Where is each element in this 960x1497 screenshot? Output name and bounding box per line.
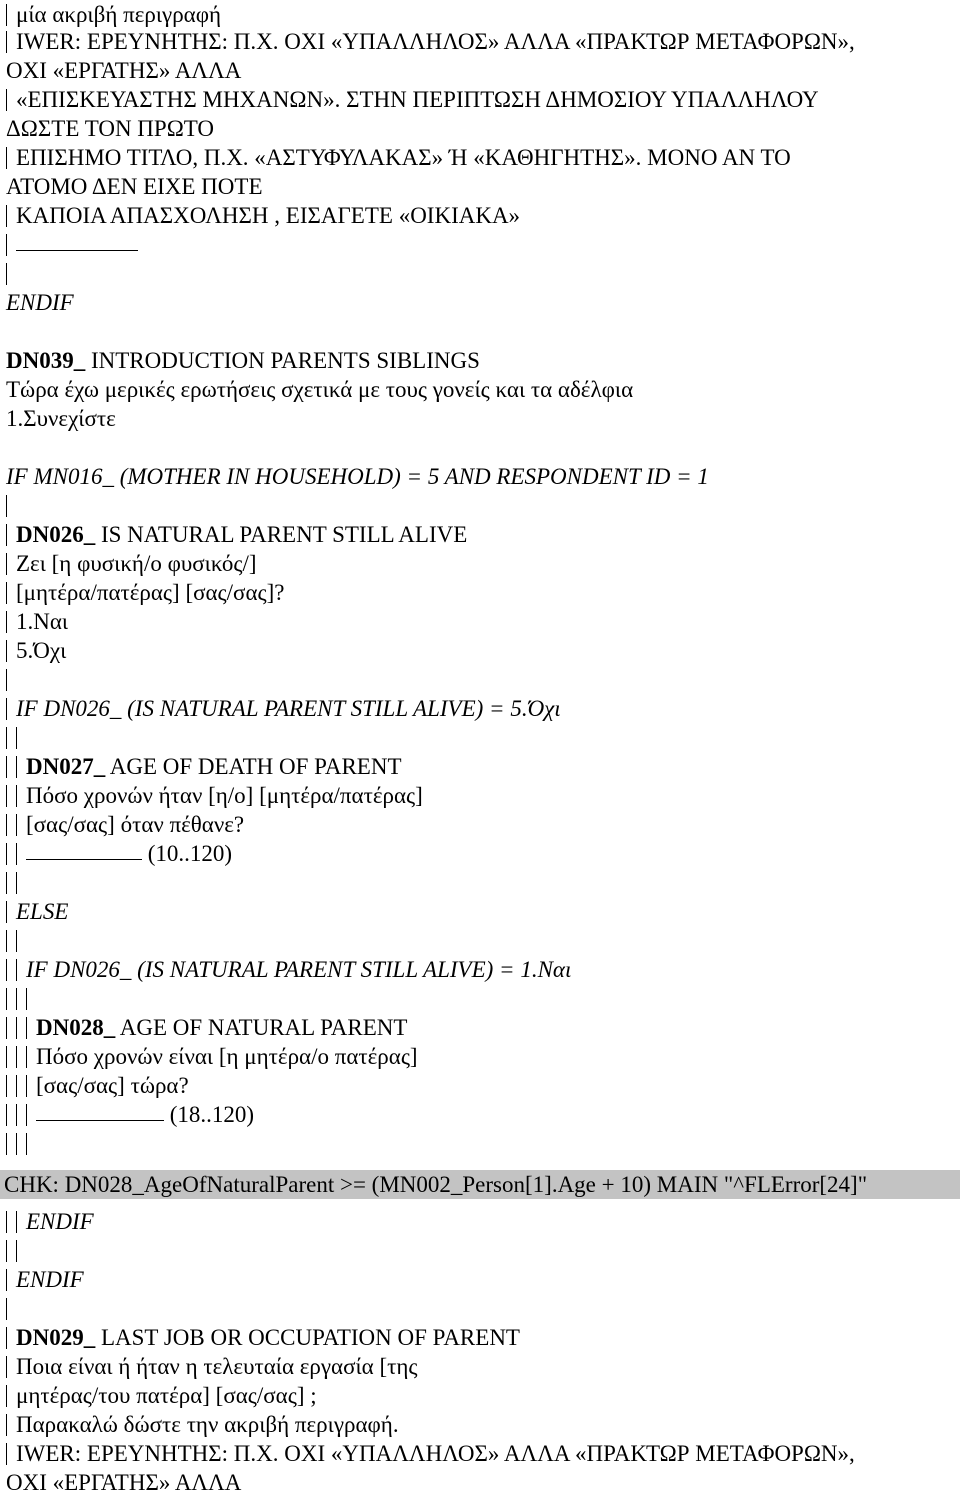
question-header — [6, 520, 467, 549]
if-condition — [6, 694, 561, 723]
question-code: DN039_ — [6, 348, 86, 373]
question-code: DN028_ — [36, 1015, 116, 1040]
answer-range — [6, 1100, 254, 1129]
question-code: DN027_ — [26, 754, 106, 779]
endif-text: ENDIF — [6, 290, 74, 315]
line-text: [σας/σας] όταν πέθανε? — [26, 812, 245, 837]
empty-line — [6, 723, 26, 752]
line-text: ΚΑΠΟΙΑ ΑΠΑΣΧΟΛΗΣΗ , ΕΙΣΑΓΕΤΕ «ΟΙΚΙΑΚΑ» — [16, 203, 521, 228]
if-condition — [6, 955, 571, 984]
question-header — [6, 752, 402, 781]
line-text: 1.Συνεχίστε — [6, 406, 116, 431]
question-text — [6, 1042, 418, 1071]
question-name: AGE OF NATURAL PARENT — [119, 1015, 408, 1040]
text-line — [6, 143, 791, 172]
text-line — [6, 172, 263, 201]
question-name: AGE OF DEATH OF PARENT — [109, 754, 402, 779]
empty-line — [6, 259, 16, 288]
question-text — [6, 1410, 399, 1439]
text-line — [6, 56, 241, 85]
line-text: «ΕΠΙΣΚΕΥΑΣΤΗΣ ΜΗΧΑΝΩΝ». ΣΤΗΝ ΠΕΡΙΠΤΩΣΗ ΔΗΜΟΣΙΟΥ ΥΠΑΛΛΗΛΟΥ — [16, 87, 819, 112]
empty-line — [6, 926, 26, 955]
text-line — [6, 114, 214, 143]
line-text: ΑΤΟΜΟ ΔΕΝ ΕΙΧΕ ΠΟΤΕ — [6, 174, 263, 199]
line-text: Τώρα έχω μερικές ερωτήσεις σχετικά με τους γονείς και τα αδέλφια — [6, 377, 634, 402]
line-text: Πόσο χρονών ήταν [η/ο] [μητέρα/πατέρας] — [26, 783, 423, 808]
line-text: 5.Όχι — [16, 638, 67, 663]
line-text: (10..120) — [147, 841, 233, 866]
answer-option — [6, 607, 68, 636]
line-text: μία ακριβή περιγραφή — [16, 2, 222, 27]
endif-line — [6, 1265, 84, 1294]
answer-blank — [16, 230, 138, 251]
line-text: ΕΠΙΣΗΜΟ ΤΙΤΛΟ, Π.Χ. «ΑΣΤΥΦΥΛΑΚΑΣ» Ή «ΚΑΘΗΓΗΤΗΣ». ΜΟΝΟ ΑΝ ΤΟ — [16, 145, 791, 170]
text-line — [6, 1468, 241, 1497]
endif-line — [6, 288, 74, 317]
line-text: μητέρας/του πατέρα] [σας/σας] ; — [16, 1383, 317, 1408]
line-text: IF DN026_ (IS NATURAL PARENT STILL ALIVE) = 1.Ναι — [26, 957, 572, 982]
line-text: ENDIF — [26, 1209, 94, 1234]
question-text — [6, 1071, 189, 1100]
question-text — [6, 781, 423, 810]
question-name: IS NATURAL PARENT STILL ALIVE — [100, 522, 468, 547]
check-statement — [0, 1170, 960, 1199]
question-text — [6, 578, 284, 607]
endif-line — [6, 1207, 94, 1236]
line-text: Ζει [η φυσική/ο φυσικός/] — [16, 551, 257, 576]
answer-option — [6, 404, 116, 433]
question-text — [6, 1381, 317, 1410]
question-header — [6, 1323, 520, 1352]
question-name: INTRODUCTION PARENTS SIBLINGS — [90, 348, 480, 373]
line-text: ELSE — [16, 899, 69, 924]
question-name: LAST JOB OR OCCUPATION OF PARENT — [100, 1325, 520, 1350]
line-text: (18..120) — [169, 1102, 255, 1127]
else-line — [6, 897, 68, 926]
line-text: IF DN026_ (IS NATURAL PARENT STILL ALIVE) = 5.Όχι — [16, 696, 561, 721]
empty-line — [6, 1294, 16, 1323]
empty-line — [6, 984, 36, 1013]
line-text: [σας/σας] τώρα? — [36, 1073, 189, 1098]
line-text: 1.Ναι — [16, 609, 69, 634]
answer-blank — [36, 1100, 164, 1121]
empty-line — [6, 665, 16, 694]
question-code: DN026_ — [16, 522, 96, 547]
answer-blank — [26, 839, 142, 860]
answer-blank-line — [6, 230, 138, 259]
line-text: ΔΩΣΤΕ ΤΟΝ ΠΡΩΤΟ — [6, 116, 215, 141]
line-text: Παρακαλώ δώστε την ακριβή περιγραφή. — [16, 1412, 399, 1437]
line-text: ENDIF — [16, 1267, 84, 1292]
answer-option — [6, 636, 66, 665]
question-header — [6, 346, 480, 375]
line-text: IWER: ΕΡΕΥΝΗΤΗΣ: Π.Χ. ΟΧΙ «ΥΠΑΛΛΗΛΟΣ» ΑΛΛΑ «ΠΡΑΚΤΩΡ ΜΕΤΑΦΟΡΩΝ», — [16, 29, 855, 54]
empty-line — [6, 1236, 26, 1265]
line-text: IF MN016_ (MOTHER IN HOUSEHOLD) = 5 AND RESPONDENT ID = 1 — [6, 464, 709, 489]
empty-line — [6, 868, 26, 897]
question-text — [6, 1352, 418, 1381]
text-line — [6, 1439, 855, 1468]
empty-line — [6, 491, 16, 520]
line-text: Πόσο χρονών είναι [η μητέρα/ο πατέρας] — [36, 1044, 418, 1069]
text-line — [6, 201, 520, 230]
text-line — [6, 0, 221, 29]
question-text — [6, 375, 633, 404]
question-text — [6, 549, 257, 578]
text-line — [6, 27, 855, 56]
line-text: IWER: ΕΡΕΥΝΗΤΗΣ: Π.Χ. ΟΧΙ «ΥΠΑΛΛΗΛΟΣ» ΑΛΛΑ «ΠΡΑΚΤΩΡ ΜΕΤΑΦΟΡΩΝ», — [16, 1441, 855, 1466]
empty-line — [6, 1129, 36, 1158]
line-text: CHK: DN028_AgeOfNaturalParent >= (MN002_Person[1].Age + 10) MAIN "^FLError[24]" — [4, 1172, 868, 1197]
question-header — [6, 1013, 407, 1042]
line-text: ΟΧΙ «ΕΡΓΑΤΗΣ» ΑΛΛΑ — [6, 58, 242, 83]
line-text: [μητέρα/πατέρας] [σας/σας]? — [16, 580, 285, 605]
question-text — [6, 810, 244, 839]
line-text: ΟΧΙ «ΕΡΓΑΤΗΣ» ΑΛΛΑ — [6, 1470, 242, 1495]
question-code: DN029_ — [16, 1325, 96, 1350]
if-condition — [6, 462, 709, 491]
line-text: Ποια είναι ή ήταν η τελευταία εργασία [της — [16, 1354, 418, 1379]
answer-range — [6, 839, 232, 868]
text-line — [6, 85, 819, 114]
